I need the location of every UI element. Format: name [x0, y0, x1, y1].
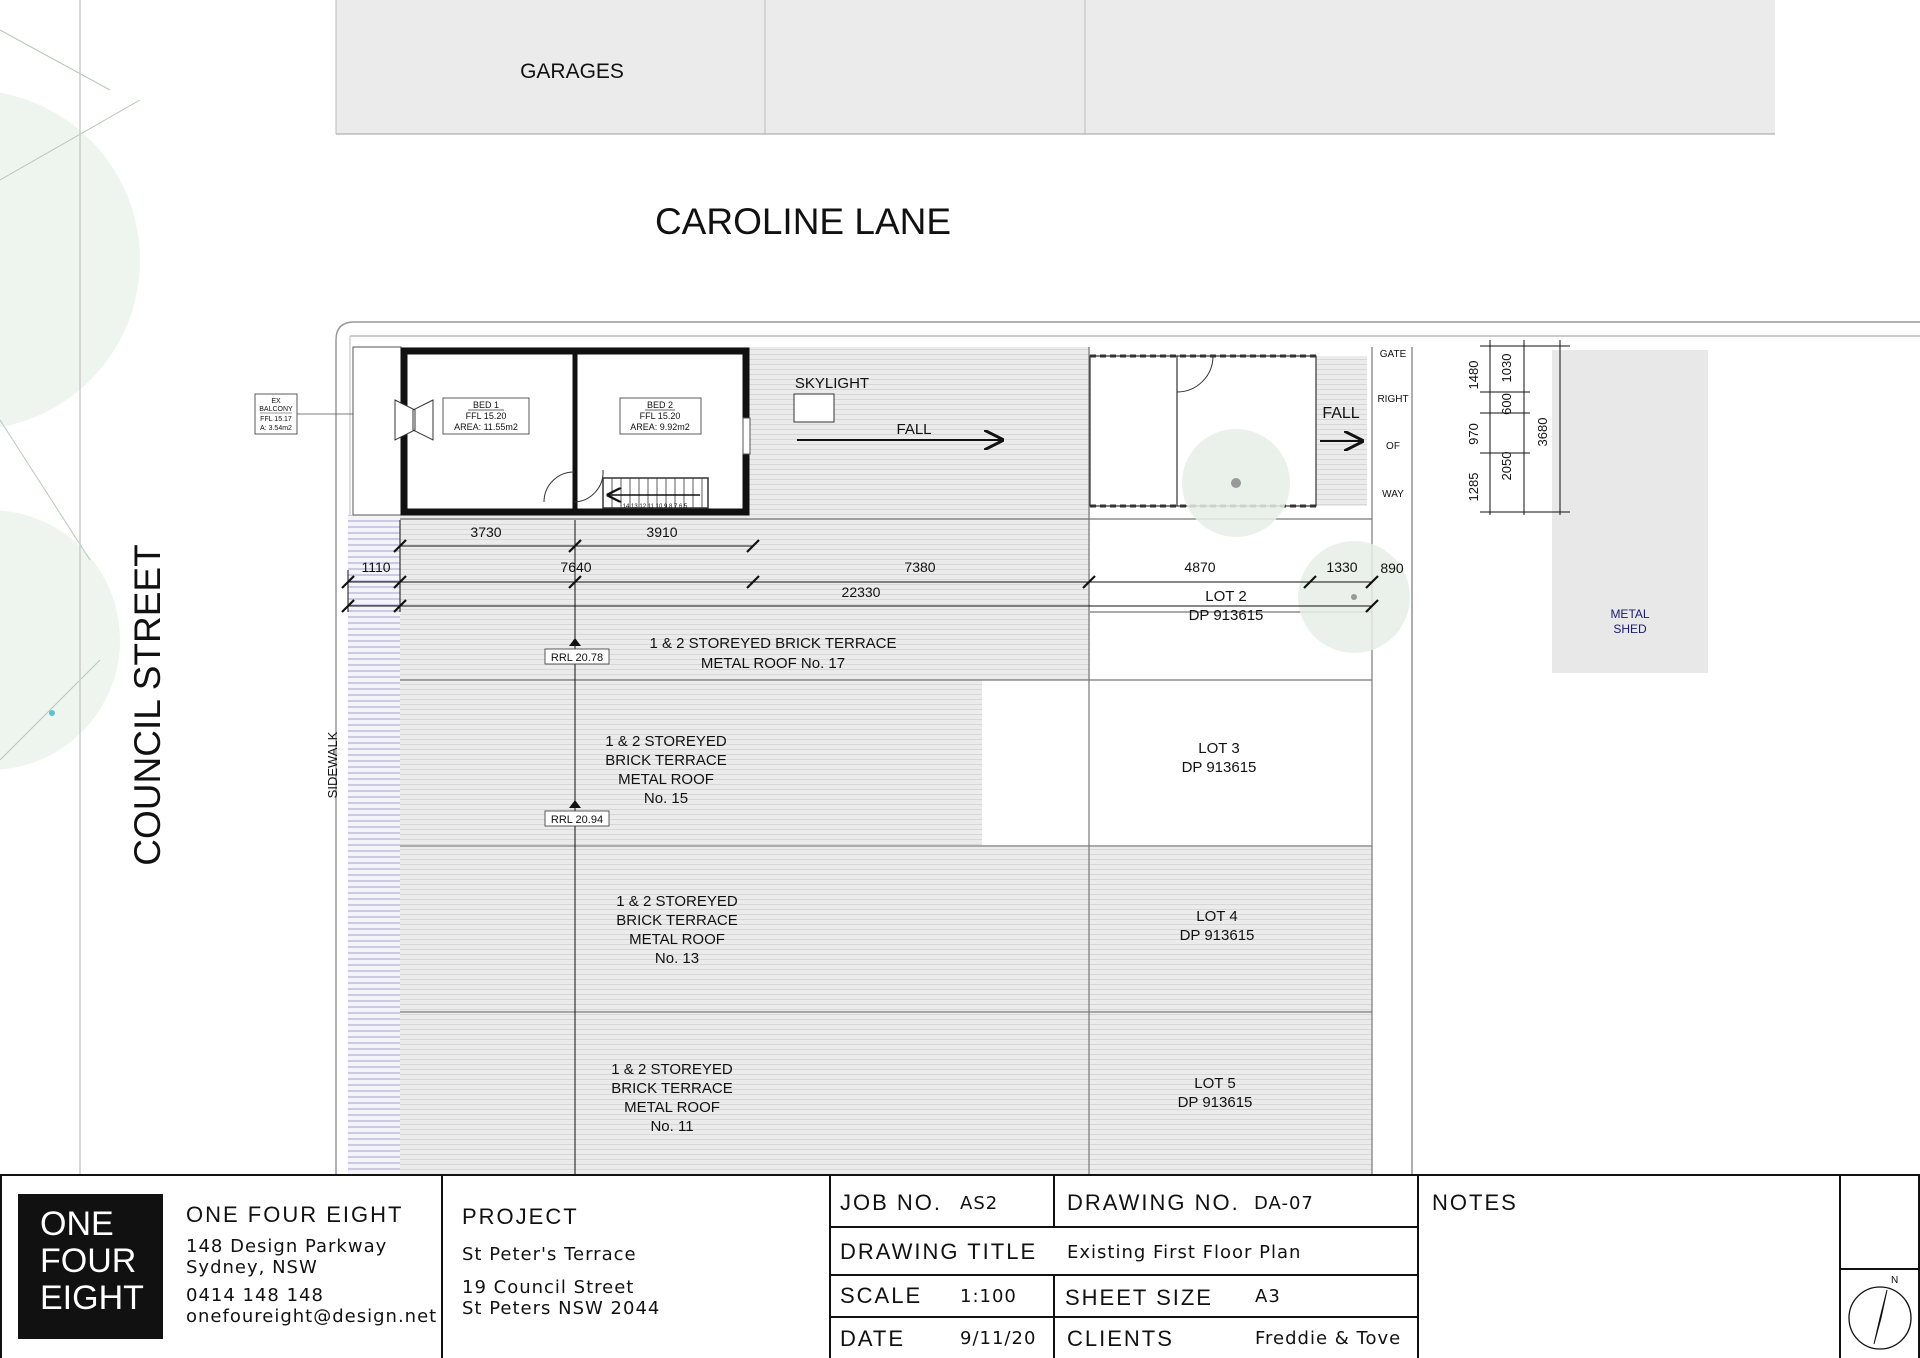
no15-line2: BRICK TERRACE [605, 752, 727, 769]
bed-2-label [620, 398, 701, 434]
no17-line1: 1 & 2 STOREYED BRICK TERRACE [649, 635, 897, 652]
no11-line2: BRICK TERRACE [611, 1080, 733, 1097]
svg-text:1480: 1480 [1466, 360, 1481, 390]
svg-text:RIGHT: RIGHT [1377, 394, 1409, 405]
garages-block [336, 0, 1775, 134]
street-label-caroline-lane: CAROLINE LANE [654, 201, 952, 242]
scale-label: SCALE [840, 1283, 923, 1308]
drawing-title-value: Existing First Floor Plan [1067, 1242, 1302, 1263]
garages-label: GARAGES [520, 60, 624, 83]
svg-text:22330: 22330 [841, 584, 881, 600]
right-of-way-label [1377, 349, 1408, 500]
firm-section [0, 1174, 442, 1358]
svg-text:3680: 3680 [1535, 417, 1550, 447]
project-section [443, 1174, 831, 1358]
svg-text:BED 2: BED 2 [646, 400, 674, 410]
lot2-line1: LOT 2 [1205, 588, 1247, 605]
scale-value: 1:100 [960, 1286, 1017, 1307]
firm-address-1: 148 Design Parkway [186, 1236, 388, 1257]
project-address-2: St Peters NSW 2044 [462, 1298, 661, 1319]
svg-text:AREA: 11.55m2: AREA: 11.55m2 [454, 422, 518, 432]
metal-shed-label-2: SHED [1613, 622, 1647, 636]
north-label: N [1891, 1275, 1899, 1286]
rear-roof [1315, 356, 1367, 506]
drawing-no-value: DA-07 [1254, 1193, 1314, 1214]
fall-label-2: FALL [1322, 405, 1360, 422]
svg-text:7640: 7640 [560, 559, 592, 575]
no11-line1: 1 & 2 STOREYED [611, 1061, 733, 1078]
sheet-size-value: A3 [1255, 1286, 1281, 1307]
date-label: DATE [840, 1326, 906, 1351]
svg-text:FFL 15.20: FFL 15.20 [639, 411, 681, 421]
svg-text:EX: EX [271, 398, 281, 405]
svg-text:4870: 4870 [1184, 559, 1216, 575]
drawing-no-label: DRAWING NO. [1067, 1190, 1240, 1215]
firm-name: ONE FOUR EIGHT [186, 1202, 404, 1227]
svg-text:FFL 15.17: FFL 15.17 [260, 416, 292, 423]
no15-line4: No. 15 [643, 790, 689, 807]
svg-text:1030: 1030 [1499, 353, 1514, 383]
stair-numbers: 14 13 12 11 10 9 8 7 6 5 [622, 504, 688, 510]
street-label-council-street: COUNCIL STREET [127, 544, 168, 866]
clients-label: CLIENTS [1067, 1326, 1174, 1351]
sheet-size-label: SHEET SIZE [1065, 1285, 1213, 1310]
lot3-line1: LOT 3 [1198, 740, 1240, 757]
svg-text:1110: 1110 [361, 559, 391, 575]
svg-text:890: 890 [1380, 560, 1404, 576]
svg-text:1330: 1330 [1326, 559, 1358, 575]
sidewalk-label: SIDEWALK [325, 731, 340, 799]
no13-line1: 1 & 2 STOREYED [616, 893, 738, 910]
svg-text:1285: 1285 [1466, 472, 1481, 502]
lot5-line1: LOT 5 [1194, 1075, 1236, 1092]
drawing-title-label: DRAWING TITLE [840, 1239, 1038, 1264]
project-address-1: 19 Council Street [462, 1277, 635, 1298]
svg-text:A: 3.54m2: A: 3.54m2 [260, 425, 292, 432]
no15-line3: METAL ROOF [618, 771, 714, 788]
project-label: PROJECT [462, 1204, 579, 1229]
no11-line4: No. 11 [650, 1118, 694, 1135]
svg-text:FFL 15.20: FFL 15.20 [465, 411, 507, 421]
lot4-line2: DP 913615 [1179, 927, 1255, 944]
svg-text:WAY: WAY [1382, 489, 1404, 500]
svg-text:AREA: 9.92m2: AREA: 9.92m2 [630, 422, 690, 432]
svg-text:BED 1: BED 1 [472, 400, 500, 410]
firm-logo: ONE FOUR EIGHT [18, 1194, 163, 1339]
bed-1-label [443, 398, 529, 434]
svg-text:2050: 2050 [1499, 451, 1514, 481]
vertical-dimension-values [1466, 354, 1550, 502]
firm-phone: 0414 148 148 [186, 1285, 324, 1306]
svg-text:RRL 20.94: RRL 20.94 [550, 814, 604, 826]
date-value: 9/11/20 [960, 1328, 1037, 1349]
svg-text:RRL 20.78: RRL 20.78 [550, 652, 604, 664]
firm-address-2: Sydney, NSW [186, 1257, 318, 1278]
fall-label-1: FALL [896, 421, 932, 438]
no13-line4: No. 13 [654, 950, 700, 967]
no11-line3: METAL ROOF [624, 1099, 720, 1116]
metal-shed-label-1: METAL [1610, 607, 1650, 621]
svg-text:3910: 3910 [646, 524, 678, 540]
clients-value: Freddie & Tove [1255, 1328, 1402, 1349]
svg-text:600: 600 [1499, 393, 1514, 415]
tree-canopies [0, 30, 140, 770]
no13-line3: METAL ROOF [629, 931, 725, 948]
no13-line2: BRICK TERRACE [616, 912, 738, 929]
job-no-value: AS2 [960, 1193, 999, 1214]
balcony-label [255, 394, 353, 434]
lot3-line2: DP 913615 [1181, 759, 1257, 776]
title-block [0, 1174, 1920, 1358]
svg-text:7380: 7380 [904, 559, 936, 575]
svg-text:3730: 3730 [470, 524, 502, 540]
north-arrow-icon [1845, 1274, 1915, 1354]
job-no-label: JOB NO. [840, 1190, 943, 1215]
svg-text:BALCONY: BALCONY [259, 406, 293, 413]
sidewalk-strip [348, 515, 400, 1174]
firm-email: onefoureight@design.net [186, 1306, 438, 1327]
no17-line2: METAL ROOF No. 17 [700, 655, 846, 672]
lot4-line1: LOT 4 [1196, 908, 1238, 925]
skylight-icon [794, 394, 834, 422]
notes-label: NOTES [1432, 1190, 1518, 1215]
project-name: St Peter's Terrace [462, 1244, 637, 1265]
lot5-line2: DP 913615 [1177, 1094, 1253, 1111]
svg-text:GATE: GATE [1379, 349, 1407, 360]
svg-text:970: 970 [1466, 423, 1481, 445]
lot2-line2: DP 913615 [1188, 607, 1264, 624]
svg-text:OF: OF [1386, 441, 1400, 452]
skylight-label: SKYLIGHT [794, 375, 870, 392]
no15-line1: 1 & 2 STOREYED [605, 733, 727, 750]
